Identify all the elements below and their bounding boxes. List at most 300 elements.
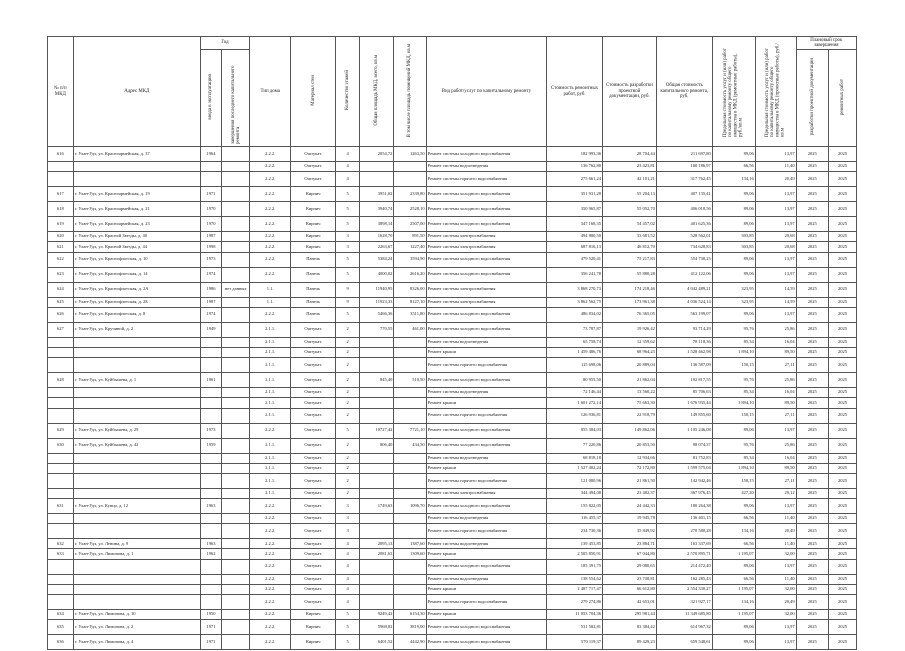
row-max-cost-repair: 303,85 — [712, 232, 755, 242]
row-address — [73, 162, 200, 172]
row-max-cost-repair: 1 195,07 — [712, 549, 755, 559]
row-address — [73, 488, 200, 498]
row-house-type: 2.2.2. — [250, 584, 291, 594]
row-cost-repair: 1 459 486,76 — [547, 347, 603, 357]
row-wall-material: Оштукат. — [291, 584, 336, 594]
row-living-area — [394, 514, 426, 524]
row-year-repair — [222, 499, 250, 514]
row-year-built: 1950 — [200, 610, 222, 620]
row-deadline-repair: 2025 — [828, 267, 856, 282]
row-year-built: 1961 — [200, 373, 222, 388]
row-floors: 2 — [336, 358, 360, 373]
row-deadline-repair: 2025 — [828, 307, 856, 322]
row-total-cost: 1 599 575,04 — [656, 463, 712, 473]
row-wall-material: Кирпич — [291, 610, 336, 620]
row-total-area: 5968,82 — [359, 620, 393, 635]
row-year-built — [200, 559, 222, 574]
header-house-type: Тип дома — [250, 37, 291, 147]
row-year-repair — [222, 423, 250, 438]
row-wall-material: Панель — [291, 282, 336, 297]
row-max-cost-design: 13,97 — [755, 252, 796, 267]
row-cost-design: 35 849,92 — [603, 524, 657, 539]
row-cost-design: 66 612,80 — [603, 584, 657, 594]
row-max-cost-repair: 150,15 — [712, 358, 755, 373]
row-cost-repair: 344 494,08 — [547, 488, 603, 498]
row-living-area: 510,50 — [394, 373, 426, 388]
row-house-type: 2.2.2. — [250, 539, 291, 549]
row-total-area: 3951,02 — [359, 187, 393, 202]
row-max-cost-design: 32,00 — [755, 610, 796, 620]
row-year-built — [200, 347, 222, 357]
table-row — [48, 147, 857, 162]
table-row — [48, 438, 857, 453]
header-deadline-group: Плановый срок завершения — [796, 37, 856, 50]
row-address — [73, 347, 200, 357]
row-cost-design: 42 101,21 — [603, 172, 657, 187]
row-address: г. Улан-Удэ, ул. Куйбышева, д. 42 — [73, 438, 200, 453]
row-year-built: 1973 — [200, 423, 222, 438]
row-cost-design: 22 918,79 — [603, 408, 657, 423]
row-max-cost-repair: 89,06 — [712, 499, 755, 514]
row-total-cost: 317 762,45 — [656, 172, 712, 187]
row-house-type: 2.2.2. — [250, 252, 291, 267]
row-deadline-repair: 2025 — [828, 172, 856, 187]
row-cost-design: 72 172,80 — [603, 463, 657, 473]
row-wall-material: Оштукат. — [291, 499, 336, 514]
row-year-repair — [222, 473, 250, 488]
row-work-type: Ремонт системы холодного водоснабжения — [426, 267, 546, 282]
row-year-built: 1970 — [200, 217, 222, 232]
row-work-type: Ремонт системы горячего водоснабжения — [426, 595, 546, 610]
row-cost-design: 83 384,42 — [603, 620, 657, 635]
row-living-area: 8326,00 — [394, 282, 426, 297]
row-living-area: 3511,80 — [394, 307, 426, 322]
row-max-cost-repair: 66,56 — [712, 539, 755, 549]
row-max-cost-repair: 89,06 — [712, 267, 755, 282]
header-year-repair: завершения последнего капитального ремонта — [222, 50, 250, 147]
table-row — [48, 539, 857, 549]
row-address: г. Улан-Удэ, ул. Краснофлотская, д. 14 — [73, 267, 200, 282]
row-house-type: 2.2.2. — [250, 595, 291, 610]
row-total-cost: 367 976,45 — [656, 488, 712, 498]
row-cost-repair: 77 220,86 — [547, 438, 603, 453]
header-max-cost-repair: Предельная стоимость услуг и (или) работ по капитальному ремонту общего имущества в МКД (ремонтные работы), руб./кв.м — [712, 37, 755, 147]
row-deadline-repair: 2025 — [828, 559, 856, 574]
row-work-type: Ремонт системы холодного водоснабжения — [426, 217, 546, 232]
table-row — [48, 242, 857, 252]
row-year-repair — [222, 388, 250, 398]
header-living-area: В том числе площадь помещений МКД, кв.м — [394, 37, 426, 147]
row-house-type: 2.2.2. — [250, 202, 291, 217]
row-number — [48, 595, 74, 610]
row-max-cost-design: 20,49 — [755, 524, 796, 539]
row-address: г. Улан-Удэ, ул. Лимонова, д. 1 — [73, 549, 200, 559]
row-deadline-repair: 2025 — [828, 282, 856, 297]
row-cost-design: 174 218,46 — [603, 282, 657, 297]
header-deadline-repair: ремонтных работ — [828, 50, 856, 147]
row-cost-repair: 139 453,85 — [547, 539, 603, 549]
row-year-built — [200, 595, 222, 610]
row-cost-design: 23 884,71 — [603, 539, 657, 549]
row-house-type: 2.1.1. — [250, 438, 291, 453]
row-max-cost-design: 25,86 — [755, 373, 796, 388]
row-work-type: Ремонт системы водоотведения — [426, 514, 546, 524]
row-cost-repair: 11 053 704,36 — [547, 610, 603, 620]
header-max-cost-design: Предельная стоимость услуг и (или) работ по капитальному ремонту общего имущества в МКД (проектные работы), руб./кв.м — [755, 37, 796, 147]
row-house-type: 2.1.1. — [250, 408, 291, 423]
row-address: г. Улан-Удэ, ул. Лимонова, д. 2 — [73, 620, 200, 635]
row-deadline-repair: 2025 — [828, 488, 856, 498]
row-total-cost: 4 036 524,14 — [656, 297, 712, 307]
row-address: г. Улан-Удэ, ул. Кунцо, д. 12 — [73, 499, 200, 514]
row-living-area: 7721,10 — [394, 423, 426, 438]
row-max-cost-repair: 85,34 — [712, 337, 755, 347]
row-max-cost-repair: 1 894,10 — [712, 463, 755, 473]
row-total-cost: 2 554 330,27 — [656, 584, 712, 594]
row-max-cost-design: 27,11 — [755, 473, 796, 488]
table-row — [48, 559, 857, 574]
row-max-cost-design: 13,97 — [755, 187, 796, 202]
row-living-area — [394, 574, 426, 584]
row-wall-material: Оштукат. — [291, 524, 336, 539]
row-year-built: 1959 — [200, 438, 222, 453]
row-work-type: Ремонт системы холодного водоснабжения — [426, 187, 546, 202]
row-year-built: 1949 — [200, 322, 222, 337]
row-cost-design: 12 359,62 — [603, 337, 657, 347]
row-cost-design: 46 812,70 — [603, 242, 657, 252]
row-cost-repair: 350 965,87 — [547, 202, 603, 217]
row-year-built: 1971 — [200, 187, 222, 202]
row-address — [73, 514, 200, 524]
row-deadline-design: 2025 — [796, 398, 828, 408]
row-number: 630 — [48, 438, 74, 453]
row-wall-material: Оштукат. — [291, 559, 336, 574]
header-year-group: Год — [200, 37, 249, 50]
row-year-built — [200, 172, 222, 187]
row-house-type: 2.2.2. — [250, 172, 291, 187]
row-number — [48, 162, 74, 172]
row-total-cost: 528 562,01 — [656, 232, 712, 242]
row-max-cost-design: 20,49 — [755, 172, 796, 187]
row-cost-repair: 279 274,86 — [547, 595, 603, 610]
row-deadline-repair: 2025 — [828, 584, 856, 594]
row-house-type: 2.1.1. — [250, 358, 291, 373]
row-max-cost-repair: 323,95 — [712, 282, 755, 297]
row-deadline-repair: 2025 — [828, 147, 856, 162]
row-max-cost-repair: 150,15 — [712, 408, 755, 423]
row-max-cost-repair: 89,06 — [712, 307, 755, 322]
row-total-cost: 407 135,41 — [656, 187, 712, 202]
row-floors: 5 — [336, 217, 360, 232]
row-total-area — [359, 453, 393, 463]
row-cost-repair: 2 505 850,91 — [547, 549, 603, 559]
row-address: г. Улан-Удэ, ул. Лимонова, д. 10 — [73, 610, 200, 620]
row-deadline-repair: 2025 — [828, 162, 856, 172]
row-work-type: Ремонт системы холодного водоснабжения — [426, 559, 546, 574]
row-total-cost: 93 714,29 — [656, 322, 712, 337]
header-work-type: Вид работ/услуг по капитальному ремонту — [426, 37, 546, 147]
table-row — [48, 358, 857, 373]
row-year-built: 1971 — [200, 620, 222, 635]
row-year-repair — [222, 488, 250, 498]
row-work-type: Ремонт системы холодного водоснабжения — [426, 322, 546, 337]
row-number — [48, 347, 74, 357]
row-cost-repair: 3 868 270,73 — [547, 282, 603, 297]
row-floors: 4 — [336, 574, 360, 584]
row-max-cost-repair: 150,15 — [712, 473, 755, 488]
row-wall-material: Оштукат. — [291, 514, 336, 524]
row-house-type: 1.1. — [250, 282, 291, 297]
row-total-area — [359, 488, 393, 498]
row-house-type: 2.2.2. — [250, 217, 291, 232]
row-address: г. Улан-Удэ, ул. Красноармейская, д. 37 — [73, 147, 200, 162]
row-floors: 4 — [336, 539, 360, 549]
row-year-repair — [222, 307, 250, 322]
row-total-area: 5466,36 — [359, 307, 393, 322]
row-year-repair — [222, 252, 250, 267]
table-row — [48, 635, 857, 650]
row-wall-material: Кирпич — [291, 620, 336, 635]
table-row — [48, 172, 857, 187]
row-floors: 2 — [336, 463, 360, 473]
row-max-cost-repair: 134,16 — [712, 172, 755, 187]
row-total-area: 5384,24 — [359, 252, 393, 267]
row-deadline-repair: 2025 — [828, 473, 856, 488]
table-row — [48, 610, 857, 620]
table-row — [48, 267, 857, 282]
table-row — [48, 252, 857, 267]
row-deadline-repair: 2025 — [828, 388, 856, 398]
row-year-repair — [222, 620, 250, 635]
table-row — [48, 373, 857, 388]
row-living-area: 461,00 — [394, 322, 426, 337]
row-year-built: 1998 — [200, 242, 222, 252]
row-max-cost-design: 13,97 — [755, 202, 796, 217]
row-deadline-repair: 2025 — [828, 514, 856, 524]
row-year-repair — [222, 162, 250, 172]
row-wall-material: Панель — [291, 297, 336, 307]
row-total-cost: 2 570 895,71 — [656, 549, 712, 559]
row-wall-material: Оштукат. — [291, 398, 336, 408]
row-total-area: 4000,02 — [359, 267, 393, 282]
row-year-repair — [222, 574, 250, 584]
row-deadline-repair: 2025 — [828, 242, 856, 252]
row-house-type: 2.1.1. — [250, 488, 291, 498]
row-max-cost-design: 89,50 — [755, 398, 796, 408]
row-cost-design: 75 217,83 — [603, 252, 657, 267]
row-cost-design: 20 853,50 — [603, 438, 657, 453]
row-floors: 3 — [336, 499, 360, 514]
row-wall-material: Панель — [291, 267, 336, 282]
row-total-area — [359, 162, 393, 172]
row-deadline-repair: 2025 — [828, 549, 856, 559]
row-deadline-design: 2025 — [796, 347, 828, 357]
row-max-cost-design: 29,12 — [755, 488, 796, 498]
table-row — [48, 347, 857, 357]
row-total-area: 3940,74 — [359, 202, 393, 217]
row-living-area — [394, 453, 426, 463]
row-work-type: Ремонт системы электроснабжения — [426, 282, 546, 297]
row-work-type: Ремонт системы водоотведения — [426, 539, 546, 549]
row-house-type: 2.2.2. — [250, 549, 291, 559]
row-number: 625 — [48, 297, 74, 307]
row-deadline-design: 2025 — [796, 322, 828, 337]
row-wall-material: Кирпич — [291, 232, 336, 242]
row-house-type: 2.2.2. — [250, 635, 291, 650]
row-total-cost: 162 285,43 — [656, 574, 712, 584]
row-house-type: 2.1.1. — [250, 337, 291, 347]
row-max-cost-design: 13,97 — [755, 423, 796, 438]
row-max-cost-design: 13,97 — [755, 147, 796, 162]
row-number: 631 — [48, 499, 74, 514]
row-year-built: 1964 — [200, 147, 222, 162]
row-cost-design: 55 052,70 — [603, 202, 657, 217]
row-living-area — [394, 388, 426, 398]
row-deadline-repair: 2025 — [828, 373, 856, 388]
row-cost-design: 89 429,23 — [603, 635, 657, 650]
row-deadline-design: 2025 — [796, 162, 828, 172]
row-total-cost: 160 186,97 — [656, 162, 712, 172]
row-cost-design: 149 862,06 — [603, 423, 657, 438]
row-work-type: Ремонт системы холодного водоснабжения — [426, 252, 546, 267]
header-year-built: ввода в эксплуатацию — [200, 50, 222, 147]
row-work-type: Ремонт системы электроснабжения — [426, 242, 546, 252]
row-house-type: 2.2.2. — [250, 559, 291, 574]
row-year-repair — [222, 242, 250, 252]
header-total-area: Общая площадь МКД, всего, кв.м — [359, 37, 393, 147]
row-number: 634 — [48, 610, 74, 620]
row-deadline-design: 2025 — [796, 282, 828, 297]
row-total-area: 2263,67 — [359, 242, 393, 252]
repair-program-table — [47, 36, 857, 650]
row-total-area: 3898,14 — [359, 217, 393, 232]
row-deadline-design: 2025 — [796, 438, 828, 453]
row-cost-repair: 72 146,44 — [547, 388, 603, 398]
row-living-area: 3819,00 — [394, 620, 426, 635]
row-floors: 4 — [336, 162, 360, 172]
row-max-cost-repair: 89,06 — [712, 635, 755, 650]
row-total-cost: 142 942,46 — [656, 473, 712, 488]
row-wall-material: Оштукат. — [291, 408, 336, 423]
row-floors: 2 — [336, 398, 360, 408]
row-cost-repair: 185 391,75 — [547, 559, 603, 574]
row-floors: 5 — [336, 187, 360, 202]
row-year-repair — [222, 453, 250, 463]
row-deadline-repair: 2025 — [828, 539, 856, 549]
row-wall-material: Кирпич — [291, 242, 336, 252]
row-cost-design: 75 663,30 — [603, 398, 657, 408]
row-total-area — [359, 347, 393, 357]
row-total-cost: 163 337,69 — [656, 539, 712, 549]
row-cost-repair: 494 880,50 — [547, 232, 603, 242]
row-total-area — [359, 524, 393, 539]
row-cost-repair: 73 787,87 — [547, 322, 603, 337]
row-year-built: 1970 — [200, 202, 222, 217]
row-number — [48, 408, 74, 423]
row-wall-material: Панель — [291, 252, 336, 267]
table-row — [48, 217, 857, 232]
row-max-cost-repair: 66,56 — [712, 574, 755, 584]
row-cost-design: 24 442,33 — [603, 499, 657, 514]
row-max-cost-repair: 89,06 — [712, 252, 755, 267]
row-floors: 5 — [336, 423, 360, 438]
row-total-cost: 78 118,36 — [656, 337, 712, 347]
table-row — [48, 549, 857, 559]
row-deadline-design: 2025 — [796, 217, 828, 232]
row-living-area: 1227,40 — [394, 242, 426, 252]
row-total-area — [359, 172, 393, 187]
row-deadline-design: 2025 — [796, 307, 828, 322]
row-year-repair — [222, 514, 250, 524]
row-address — [73, 584, 200, 594]
row-max-cost-repair: 89,06 — [712, 217, 755, 232]
row-year-built: 1974 — [200, 307, 222, 322]
row-number — [48, 337, 74, 347]
row-year-repair — [222, 347, 250, 357]
row-work-type: Ремонт системы холодного водоснабжения — [426, 438, 546, 453]
row-deadline-design: 2025 — [796, 549, 828, 559]
row-floors: 4 — [336, 584, 360, 594]
row-deadline-repair: 2025 — [828, 574, 856, 584]
row-number — [48, 488, 74, 498]
row-work-type: Ремонт системы водоотведения — [426, 453, 546, 463]
table-row — [48, 187, 857, 202]
table-row — [48, 488, 857, 498]
row-year-repair — [222, 147, 250, 162]
row-max-cost-repair: 85,34 — [712, 388, 755, 398]
row-max-cost-design: 32,00 — [755, 584, 796, 594]
row-number: 628 — [48, 373, 74, 388]
row-max-cost-repair: 1 195,07 — [712, 610, 755, 620]
row-total-area: 1749,63 — [359, 499, 393, 514]
row-number: 621 — [48, 242, 74, 252]
row-total-cost: 214 472,40 — [656, 559, 712, 574]
row-total-area: 9249,42 — [359, 610, 393, 620]
row-work-type: Ремонт системы холодного водоснабжения — [426, 499, 546, 514]
row-cost-repair: 155 822,05 — [547, 499, 603, 514]
row-house-type: 2.2.2. — [250, 267, 291, 282]
row-deadline-design: 2025 — [796, 172, 828, 187]
row-total-area: 806,40 — [359, 438, 393, 453]
table-row — [48, 574, 857, 584]
row-total-cost: 149 855,60 — [656, 408, 712, 423]
row-year-repair — [222, 539, 250, 549]
row-max-cost-design: 16,04 — [755, 337, 796, 347]
row-floors: 4 — [336, 172, 360, 187]
table-row — [48, 524, 857, 539]
row-year-repair — [222, 463, 250, 473]
row-deadline-design: 2025 — [796, 232, 828, 242]
row-work-type: Ремонт системы водоотведения — [426, 388, 546, 398]
row-house-type: 2.1.1. — [250, 347, 291, 357]
row-deadline-design: 2025 — [796, 202, 828, 217]
row-floors: 2 — [336, 408, 360, 423]
row-max-cost-design: 27,11 — [755, 408, 796, 423]
row-year-built: 1987 — [200, 297, 222, 307]
table-row — [48, 408, 857, 423]
row-total-area: 2054,72 — [359, 147, 393, 162]
row-max-cost-repair: 89,06 — [712, 187, 755, 202]
row-deadline-design: 2025 — [796, 373, 828, 388]
row-number: 623 — [48, 267, 74, 282]
row-wall-material: Оштукат. — [291, 595, 336, 610]
row-cost-repair: 3 862 562,75 — [547, 297, 603, 307]
row-total-cost: 11 349 685,80 — [656, 610, 712, 620]
row-living-area — [394, 347, 426, 357]
row-living-area — [394, 172, 426, 187]
row-address: г. Улан-Удэ, ул. Краснофлотская, д. 2А — [73, 282, 200, 297]
row-address — [73, 595, 200, 610]
